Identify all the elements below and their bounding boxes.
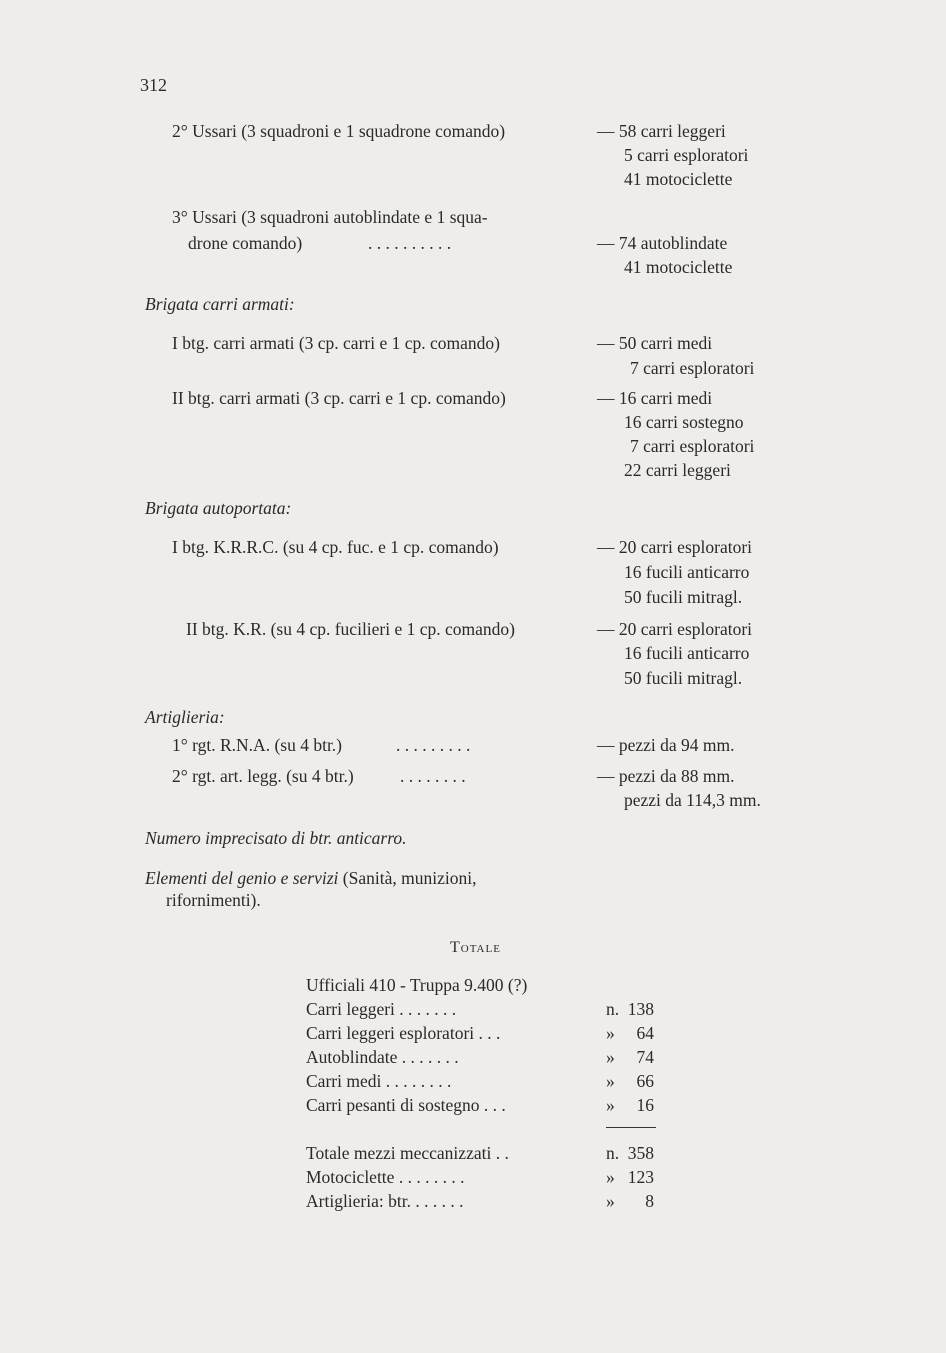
totale-row-value: 138	[627, 999, 654, 1019]
totale-row-label: Motociclette . . . . . . . .	[306, 1167, 465, 1187]
unit-label: 2° Ussari (3 squadroni e 1 squadrone comando)	[172, 121, 506, 141]
totale-summary: Ufficiali 410 - Truppa 9.400 (?)	[306, 975, 528, 995]
unit-label-cont: drone comando)	[188, 233, 303, 253]
totale-row-label: Totale mezzi meccanizzati . .	[306, 1143, 509, 1163]
totale-row-label: Artiglieria: btr. . . . . . .	[306, 1191, 464, 1211]
leader-dots: . . . . . . . .	[400, 766, 466, 786]
totale-row-unit: n.	[606, 1143, 620, 1163]
totale-row-unit: »	[606, 1095, 615, 1115]
totale-row-label: Carri pesanti di sostegno . . .	[306, 1095, 506, 1115]
totale-row-value: 8	[645, 1191, 654, 1211]
totale-row-value: 123	[627, 1167, 654, 1187]
totale-row-value: 16	[636, 1095, 654, 1115]
unit-item: — 58 carri leggeri	[597, 121, 726, 141]
totale-row-value: 74	[636, 1047, 654, 1067]
unit-item: 16 carri sostegno	[624, 412, 744, 432]
unit-item: 7 carri esploratori	[630, 436, 755, 456]
totale-row-label: Autoblindate . . . . . . .	[306, 1047, 459, 1067]
totale-row-unit: »	[606, 1047, 615, 1067]
unit-label: 1° rgt. R.N.A. (su 4 btr.)	[172, 735, 343, 755]
unit-item: 41 motociclette	[624, 169, 733, 189]
unit-label: II btg. K.R. (su 4 cp. fucilieri e 1 cp. comando)	[186, 619, 516, 639]
unit-item: — 20 carri esploratori	[597, 537, 753, 557]
unit-item: — 16 carri medi	[597, 388, 713, 408]
unit-item: 16 fucili anticarro	[624, 643, 750, 663]
unit-label: I btg. K.R.R.C. (su 4 cp. fuc. e 1 cp. comando)	[172, 537, 499, 557]
unit-item: — 74 autoblindate	[597, 233, 728, 253]
unit-item: 16 fucili anticarro	[624, 562, 750, 582]
note-elementi	[145, 867, 476, 889]
unit-item: — pezzi da 94 mm.	[597, 735, 735, 755]
totale-row-unit: n.	[606, 999, 620, 1019]
totale-row-label: Carri leggeri esploratori . . .	[306, 1023, 501, 1043]
note-anticarro: Numero imprecisato di btr. anticarro.	[145, 828, 407, 848]
totale-row-label: Carri leggeri . . . . . . .	[306, 999, 457, 1019]
unit-item: 50 fucili mitragl.	[624, 587, 743, 607]
unit-label: I btg. carri armati (3 cp. carri e 1 cp. comando)	[172, 333, 500, 353]
unit-label: 2° rgt. art. legg. (su 4 btr.)	[172, 766, 354, 786]
unit-item: — 20 carri esploratori	[597, 619, 753, 639]
unit-item: pezzi da 114,3 mm.	[624, 790, 761, 810]
unit-item: 22 carri leggeri	[624, 460, 731, 480]
totale-row-label: Carri medi . . . . . . . .	[306, 1071, 452, 1091]
note-elementi-italic: Elementi del genio e servizi	[145, 868, 339, 888]
totale-row-unit: »	[606, 1191, 615, 1211]
sum-rule	[606, 1127, 656, 1128]
totale-row-value: 64	[636, 1023, 654, 1043]
totale-row-unit: »	[606, 1023, 615, 1043]
note-elementi-rest: (Sanità, munizioni,	[342, 868, 477, 888]
totale-row-unit: »	[606, 1071, 615, 1091]
unit-item: — pezzi da 88 mm.	[597, 766, 735, 786]
section-title: Artiglieria:	[145, 707, 225, 727]
unit-item: — 50 carri medi	[597, 333, 713, 353]
leader-dots: . . . . . . . . .	[396, 735, 471, 755]
page-number: 312	[140, 75, 167, 95]
leader-dots: . . . . . . . . . .	[368, 233, 452, 253]
unit-item: 7 carri esploratori	[630, 358, 755, 378]
unit-item: 41 motociclette	[624, 257, 733, 277]
totale-row-unit: »	[606, 1167, 615, 1187]
section-title: Brigata carri armati:	[145, 294, 295, 314]
unit-label: II btg. carri armati (3 cp. carri e 1 cp. comando)	[172, 388, 506, 408]
unit-item: 50 fucili mitragl.	[624, 668, 743, 688]
totale-heading: Totale	[450, 939, 501, 956]
section-title: Brigata autoportata:	[145, 498, 292, 518]
totale-row-value: 66	[636, 1071, 654, 1091]
unit-label: 3° Ussari (3 squadroni autoblindate e 1 squa-	[172, 207, 488, 227]
unit-item: 5 carri esploratori	[624, 145, 749, 165]
note-elementi-line2: rifornimenti).	[166, 890, 261, 910]
totale-row-value: 358	[627, 1143, 654, 1163]
